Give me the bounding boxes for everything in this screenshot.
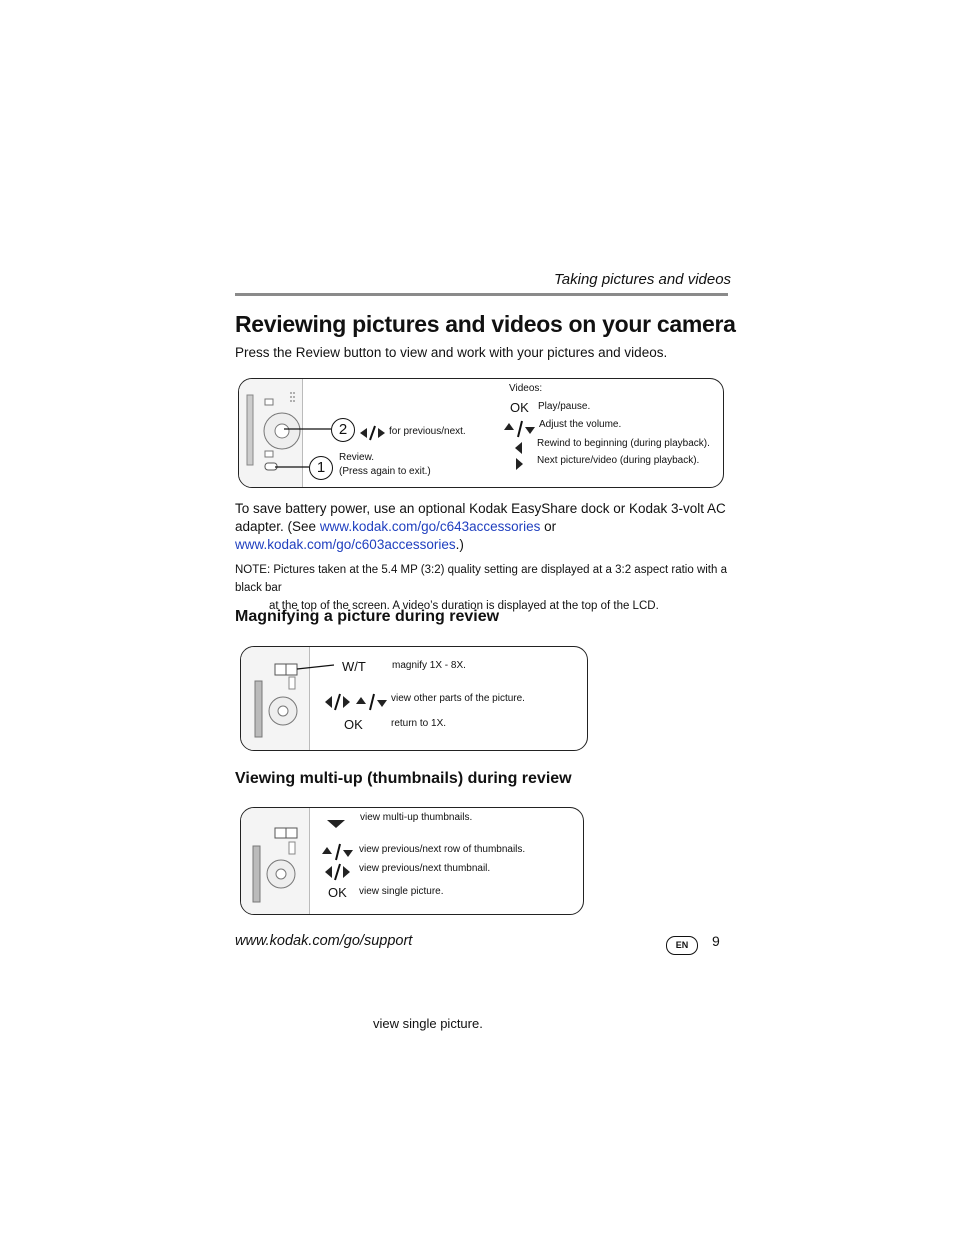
page-number: 9 <box>712 933 720 949</box>
up-down-arrows-icon <box>321 842 355 862</box>
battery-paragraph: To save battery power, use an optional Kodak EasyShare dock or Kodak 3-volt AC adapter. (See www.kodak.com/go/c643accessories or www.kodak.com/go/c603accessories.) <box>235 501 726 552</box>
left-arrow-icon <box>514 441 524 455</box>
callout-2: 2 <box>331 418 355 442</box>
magnify-heading: Magnifying a picture during review <box>235 608 500 625</box>
camera-icon <box>241 808 309 914</box>
note-text: NOTE: Pictures taken at the 5.4 MP (3:2) quality setting are displayed at a 3:2 aspect ratio with a black bar at the top of the screen. A video’s duration is displayed at the top of the LCD. <box>235 564 727 612</box>
return-text: return to 1X. <box>391 718 447 729</box>
play-pause-label: Play/pause. <box>538 401 591 412</box>
videos-label: Videos: <box>509 383 543 394</box>
support-url[interactable]: www.kodak.com/go/support <box>235 933 413 949</box>
intro-text: Press the Review button to view and work with your pictures and videos. <box>235 345 668 360</box>
rewind-label: Rewind to beginning (during playback). <box>537 438 710 449</box>
multiup-heading: Viewing multi-up (thumbnails) during review <box>235 770 572 787</box>
ok-label: OK <box>328 885 347 900</box>
multiup-diagram <box>240 807 584 915</box>
wt-label: W/T <box>342 659 366 674</box>
section-header: Taking pictures and videos <box>554 271 732 288</box>
prev-thumb-text: view previous/next thumbnail. <box>359 863 491 874</box>
prev-next-label: for previous/next. <box>389 426 466 437</box>
language-badge: EN <box>666 936 698 955</box>
ok-label: OK <box>510 400 529 415</box>
ok-label: OK <box>344 717 363 732</box>
stray-text: view single picture. <box>373 1016 483 1031</box>
volume-label: Adjust the volume. <box>539 419 622 430</box>
page-title: Reviewing pictures and videos on your camera <box>235 311 736 337</box>
magnify-diagram <box>240 646 588 751</box>
prev-row-text: view previous/next row of thumbnails. <box>359 844 526 855</box>
camera-top-illustration <box>241 808 310 914</box>
accessories-link-c643[interactable]: www.kodak.com/go/c643accessories <box>319 519 541 534</box>
down-arrow-icon <box>326 818 346 830</box>
direction-arrows-icon <box>325 692 389 712</box>
up-down-arrows-icon <box>503 419 537 439</box>
review-sub-label: (Press again to exit.) <box>339 466 431 477</box>
header-rule <box>235 293 728 296</box>
accessories-link-c603[interactable]: www.kodak.com/go/c603accessories <box>235 537 456 552</box>
magnify-text: magnify 1X - 8X. <box>392 660 466 671</box>
single-text: view single picture. <box>359 886 444 897</box>
review-label: Review. <box>339 452 375 463</box>
left-right-arrows-icon <box>325 862 353 882</box>
right-arrow-icon <box>514 457 524 471</box>
view-multi-text: view multi-up thumbnails. <box>360 812 473 823</box>
callout-1: 1 <box>309 456 333 480</box>
review-diagram <box>238 378 724 488</box>
view-parts-text: view other parts of the picture. <box>391 693 525 704</box>
next-label: Next picture/video (during playback). <box>537 455 700 466</box>
left-right-arrows-icon <box>360 424 386 442</box>
